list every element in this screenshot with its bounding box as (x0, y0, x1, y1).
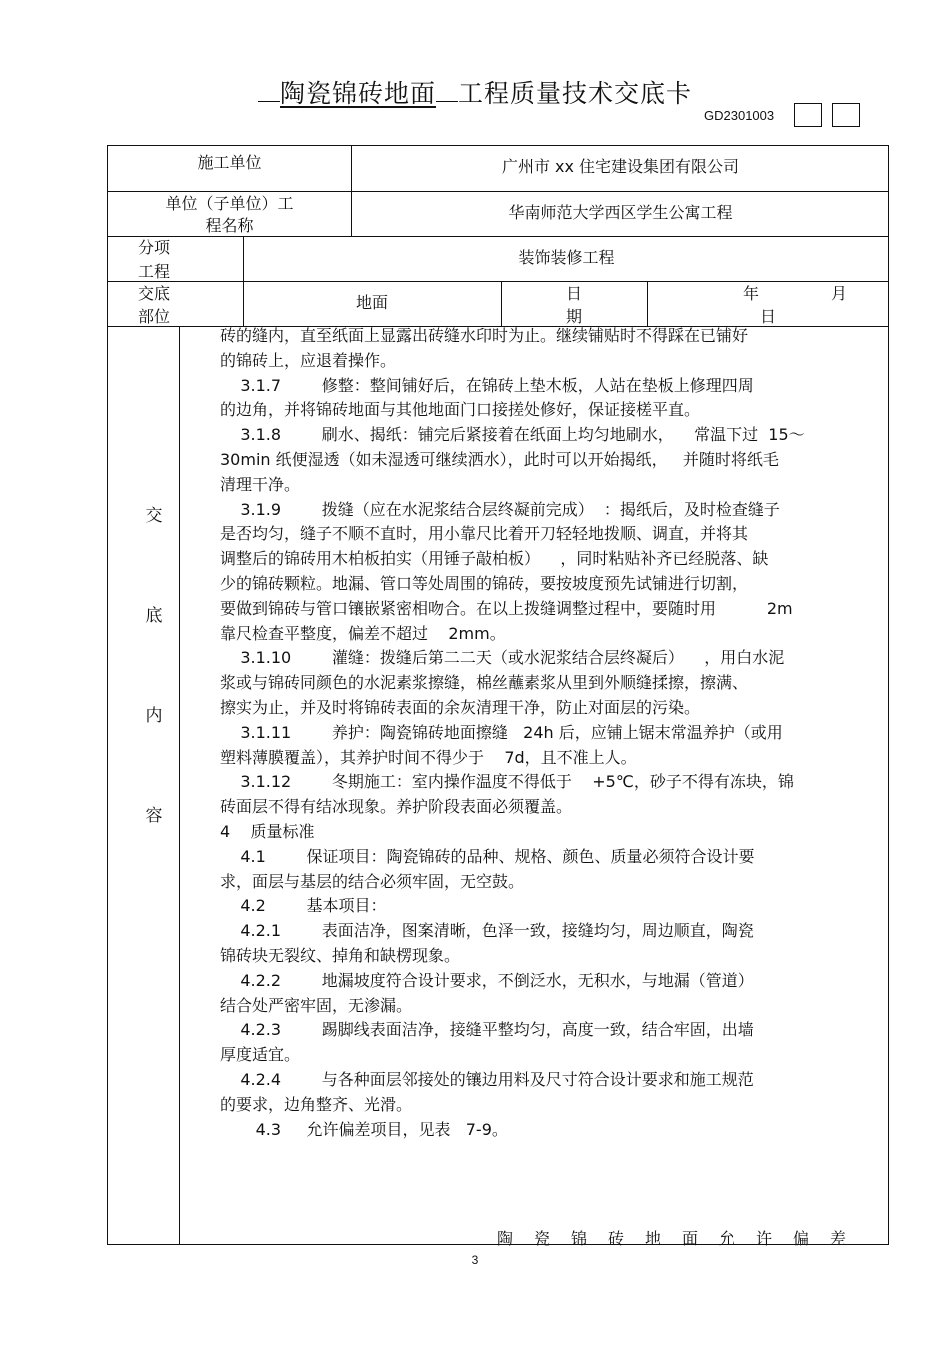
content-line: 塑料薄膜覆盖），其养护时间不得少于 7d，且不准上人。 (220, 747, 637, 767)
content-line: 3.1.11 养护：陶瓷锦砖地面擦缝 24h 后，应铺上锯末常温养护（或用 (220, 722, 783, 742)
content-line: 4.3 允许偏差项目，见表 7-9。 (220, 1119, 508, 1139)
date-day: 日 (759, 307, 776, 326)
side-char-2: 底 (145, 606, 163, 626)
content-line: 求，面层与基层的结合必须牢固，无空鼓。 (220, 871, 525, 891)
content-line: 厚度适宜。 (220, 1045, 301, 1065)
date-year: 年 (742, 284, 759, 303)
content-line: 30min 纸便湿透（如未湿透可继续洒水），此时可以开始揭纸， 并随时将纸毛 (220, 450, 779, 469)
page-number: 3 (471, 1253, 479, 1267)
content-line: 3.1.12 冬期施工：室内操作温度不得低于 +5℃，砂子不得有冻块，锦 (220, 772, 794, 792)
part-value: 地面 (355, 293, 388, 312)
title-rest: 工程质量技术交底卡 (458, 79, 693, 108)
date-label-line2: 期 (565, 307, 582, 326)
content-line: 3.1.9 拨缝（应在水泥浆结合层终凝前完成） ：揭纸后，及时检查缝子 (220, 499, 780, 519)
content-line: 4.1 保证项目：陶瓷锦砖的品种、规格、颜色、质量必须符合设计要 (220, 846, 755, 866)
content-line: 清理干净。 (220, 474, 301, 494)
side-char-3: 内 (145, 706, 163, 726)
content-line: 锦砖块无裂纹、掉角和缺楞现象。 (220, 946, 461, 965)
content-line: 4.2.3 踢脚线表面洁净，接缝平整均匀，高度一致，结合牢固，出墙 (220, 1020, 754, 1040)
content-line: 擦实为止，并及时将锦砖表面的余灰清理干净，防止对面层的污染。 (220, 698, 701, 717)
tolerance-table-caption: 陶瓷锦砖地面允许偏差 (497, 1229, 868, 1248)
content-line: 4 质量标准 (220, 822, 315, 841)
part-label-line2: 部位 (138, 307, 171, 326)
title-underlined-part: 陶瓷锦砖地面 (279, 79, 436, 108)
subitem-value: 装饰装修工程 (518, 248, 615, 267)
content-line: 3.1.8 刷水、揭纸：铺完后紧接着在纸面上均匀地刷水， 常温下过 15～ (220, 425, 805, 445)
construction-unit-value: 广州市 xx 住宅建设集团有限公司 (501, 157, 740, 176)
content-line: 3.1.10 灌缝：拨缝后第二二天（或水泥浆结合层终凝后） ，用白水泥 (220, 648, 785, 668)
content-line: 4.2.2 地漏坡度符合设计要求，不倒泛水，无积水，与地漏（管道） (220, 970, 754, 990)
content-line: 4.2 基本项目： (220, 896, 387, 916)
document-code: GD2301003 (704, 108, 775, 123)
content-line: 结合处严密牢固，无渗漏。 (220, 995, 413, 1015)
content-line: 靠尺检查平整度，偏差不超过 2mm。 (220, 623, 506, 643)
subitem-label-line2: 工程 (138, 262, 171, 281)
content-line: 砖的缝内，直至纸面上显露出砖缝水印时为止。继续铺贴时不得踩在已铺好 (220, 326, 749, 345)
side-char-4: 容 (145, 806, 163, 826)
content-line: 的边角，并将锦砖地面与其他地面门口接搓处修好，保证接槎平直。 (220, 400, 701, 420)
content-line: 浆或与锦砖同颜色的水泥素浆擦缝，棉丝蘸素浆从里到外顺缝揉擦，擦满、 (220, 673, 749, 693)
project-name-label-line1: 单位（子单位）工 (165, 194, 294, 213)
content-line: 4.2.1 表面洁净，图案清晰，色泽一致，接缝均匀，周边顺直，陶瓷 (220, 921, 754, 941)
content-line: 砖面层不得有结冰现象。养护阶段表面必须覆盖。 (220, 797, 573, 817)
content-line: 的要求，边角整齐、光滑。 (220, 1094, 413, 1114)
project-name-value: 华南师范大学西区学生公寓工程 (508, 203, 733, 222)
date-label-line1: 日 (565, 284, 582, 303)
content-line: 调整后的锦砖用木柏板拍实（用锤子敲柏板） ，同时粘贴补齐已经脱落、缺 (220, 549, 769, 569)
subitem-label-line1: 分项 (138, 238, 171, 257)
construction-unit-label: 施工单位 (197, 153, 262, 172)
part-label-line1: 交底 (138, 284, 171, 303)
date-month: 月 (830, 284, 847, 303)
side-char-1: 交 (145, 506, 163, 526)
content-line: 少的锦砖颗粒。地漏、管口等处周围的锦砖，要按坡度预先试铺进行切割， (220, 574, 749, 593)
content-line: 的锦砖上，应退着操作。 (220, 350, 397, 370)
project-name-label-line2: 程名称 (205, 216, 254, 235)
content-line: 3.1.7 修整：整间铺好后，在锦砖上垫木板，人站在垫板上修理四周 (220, 375, 754, 395)
content-line: 4.2.4 与各种面层邻接处的镶边用料及尺寸符合设计要求和施工规范 (220, 1070, 754, 1089)
content-line: 要做到锦砖与管口镶嵌紧密相吻合。在以上拨缝调整过程中，要随时用 2m (220, 598, 793, 618)
content-line: 是否均匀，缝子不顺不直时，用小靠尺比着开刀轻轻地拨顺、调直，并将其 (220, 524, 749, 544)
